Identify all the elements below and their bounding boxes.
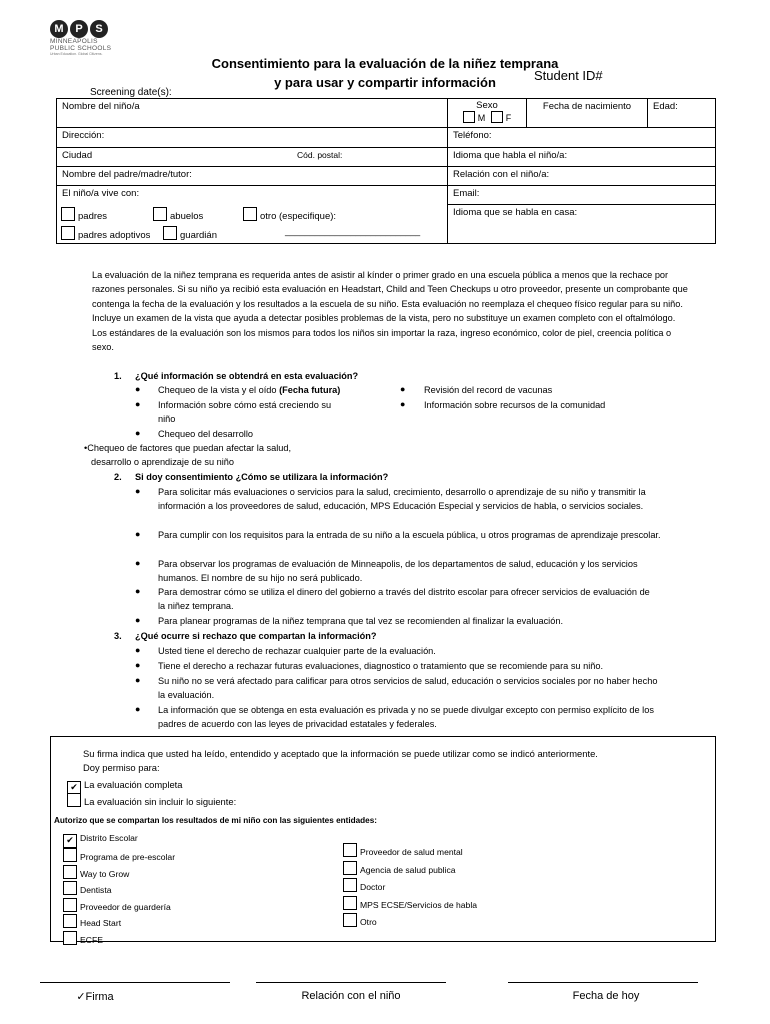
consent-box [50, 736, 716, 945]
parent-name-field[interactable] [57, 167, 448, 186]
adoptive-parents-checkbox[interactable] [61, 226, 75, 240]
entity-label: Agencia de salud publica [360, 864, 456, 875]
email-label: Email: [453, 188, 480, 199]
parents-label: padres [78, 210, 108, 222]
sex-field [448, 99, 527, 128]
date-label: Fecha de hoy [572, 990, 640, 1002]
right-entities-list [343, 843, 477, 931]
adoptive-parents-label: padres adoptivos [78, 229, 151, 241]
lives-with-field [57, 186, 448, 205]
home-language-field[interactable] [448, 205, 716, 244]
entity-label: Way to Grow [80, 868, 130, 879]
sex-m-checkbox[interactable] [463, 111, 475, 123]
entity-checkbox-daycare[interactable] [63, 898, 77, 912]
q1-item-factors: •Chequeo de factores que puedan afectar la salud, [84, 443, 292, 453]
logo-letter-p: P [70, 20, 88, 38]
relation-signature-label: Relación con el niño [301, 990, 401, 1002]
relation-field[interactable] [448, 167, 716, 186]
q3-item-1: Usted tiene el derecho de rechazar cualquier parte de la evaluación. [158, 646, 436, 656]
address-label: Dirección: [62, 130, 105, 141]
entity-checkbox-public-health[interactable] [343, 861, 357, 875]
entity-checkbox-school-district[interactable] [63, 834, 77, 848]
q2-item-5: Para planear programas de la niñez temprana que tal vez se recomienden al finalizar la evaluación. [158, 616, 563, 626]
page-title-line-1: Consentimiento para la evaluación de la niñez temprana [211, 56, 559, 71]
other-checkbox[interactable] [243, 207, 257, 221]
entity-label: Proveedor de guardería [80, 901, 171, 912]
grandparents-label: abuelos [170, 210, 204, 222]
entity-label: Proveedor de salud mental [360, 847, 463, 857]
entity-label: Distrito Escolar [80, 833, 138, 843]
consent-intro: Su firma indica que usted ha leído, entendido y aceptado que la información se puede utilizar como se indicó anteriormente. [83, 748, 598, 759]
home-language-label: Idioma que se habla en casa: [453, 207, 578, 218]
q1-item-vaccines: Revisión del record de vacunas [424, 385, 553, 395]
bullet: ● [135, 675, 141, 685]
guardian-label: guardián [180, 229, 217, 241]
entity-checkbox-ecfe[interactable] [63, 931, 77, 945]
parent-name-label: Nombre del padre/madre/tutor: [62, 169, 192, 180]
relation-line[interactable] [256, 982, 446, 983]
q2-title: Si doy consentimiento ¿Cómo se utilizara la información? [135, 472, 389, 482]
mps-logo [50, 20, 114, 56]
bullet: ● [135, 399, 141, 409]
entity-checkbox-other[interactable] [343, 913, 357, 927]
child-name-label: Nombre del niño/a [62, 101, 140, 112]
partial-evaluation-checkbox[interactable] [67, 793, 81, 807]
entity-label: Dentista [80, 885, 112, 895]
bullet: ● [135, 384, 141, 394]
bullet: ● [135, 615, 141, 625]
entity-label: Programa de pre-escolar [80, 852, 176, 862]
sex-label: Sexo [476, 100, 498, 111]
date-line[interactable] [508, 982, 698, 983]
logo-letter-m: M [50, 20, 68, 38]
left-entities-list [63, 831, 175, 947]
q1-item-vision-hearing: Chequeo de la vista y el oído (Fecha futura) [158, 385, 341, 395]
q1-item-development: Chequeo del desarrollo [158, 429, 254, 439]
intro-paragraph: La evaluación de la niñez temprana es requerida antes de asistir al kínder o primer grado en una escuela pública a menos que la rechace por razones personales. Si su niño ya recibió esta evaluación en Headstart, Child and Teen Checkups u otro proveedor, presente un comprobante que contenga la fecha de la evaluación y los resultados a la escuela de su niño. Esta evaluación no reemplaza el chequeo físico regular para su niño. Incluye un examen de la vista que ayuda a detectar posibles problemas de la vista, pero no substituye un examen completo con el oftalmólogo. Los estándares de la evaluación son los mismos para todos los niños sin importar la raza, ingreso económico, color de piel, creencia política o sexo. [92, 270, 688, 353]
q3-item-3: Su niño no se verá afectado para calificar para otros servicios de salud, educación o servicios sociales por no haber hecho la evaluación. [158, 676, 658, 701]
bullet: ● [135, 645, 141, 655]
q1-title: ¿Qué información se obtendrá en esta evaluación? [135, 371, 359, 381]
bullet: ● [135, 586, 141, 596]
q2-item-4: Para demostrar cómo se utiliza el dinero del gobierno a través del distrito escolar para ofrecer servicios de evaluación de la niñez temprana. [158, 587, 650, 612]
logo-line-2: PUBLIC SCHOOLS [50, 45, 112, 52]
q2-item-3: Para observar los programas de evaluación de Minneapolis, de los departamentos de salud, educación y los servicios humanos. El nombre de su hijo no será publicado. [158, 559, 638, 584]
q1-item-factors-cont: desarrollo o aprendizaje de su niño [91, 457, 235, 467]
q1-item-growth-cont: niño [158, 414, 176, 424]
q1-number: 1. [114, 371, 122, 381]
other-label: otro (especifique): [260, 210, 337, 222]
city-label: Ciudad [62, 150, 93, 161]
q3-item-4: La información que se obtenga en esta evaluación es privada y no se puede divulgar excepto con permiso explícito de los padres de acuerdo con las leyes de privacidad estatales y federales. [158, 705, 654, 730]
entity-checkbox-mps-ecse[interactable] [343, 896, 357, 910]
entity-label: ECFE [80, 934, 103, 945]
entity-checkbox-preschool[interactable] [63, 848, 77, 862]
bullet: ● [400, 384, 406, 394]
authorize-label: Autorizo que se compartan los resultados de mi niño con las siguientes entidades: [54, 816, 378, 825]
q3-item-2: Tiene el derecho a rechazar futuras evaluaciones, diagnostico o tratamiento que se recomiende para su niño. [158, 661, 604, 671]
entity-checkbox-dentist[interactable] [63, 881, 77, 895]
guardian-checkbox[interactable] [163, 226, 177, 240]
student-id-label: Student ID# [534, 68, 603, 83]
age-label: Edad: [653, 101, 678, 112]
dob-label: Fecha de nacimiento [542, 101, 632, 112]
age-field[interactable] [648, 99, 716, 128]
complete-evaluation-label: La evaluación completa [84, 779, 183, 790]
parents-checkbox[interactable] [61, 207, 75, 221]
q2-item-2: Para cumplir con los requisitos para la entrada de su niño a la escuela pública, u otros programas de aprendizaje prescolar. [158, 530, 661, 540]
sex-f-label: F [505, 113, 512, 123]
phone-label: Teléfono: [453, 130, 492, 141]
bullet: ● [135, 428, 141, 438]
q2-item-1: Para solicitar más evaluaciones o servicios para la salud, crecimiento, desarrollo o aprendizaje de su niño y transmitir la información a los proveedores de salud, educación, MPS Educación Especial y servicios de habla, o servicios sociales. [158, 487, 646, 512]
entity-checkbox-way-to-grow[interactable] [63, 865, 77, 879]
child-name-field[interactable] [57, 99, 448, 128]
lives-with-label: El niño/a vive con: [62, 188, 140, 199]
screening-dates-label: Screening date(s): [90, 87, 172, 98]
entity-label: Doctor [360, 882, 386, 892]
zip-label: Cód. postal: [297, 150, 343, 160]
signature-line[interactable] [40, 982, 230, 983]
grandparents-checkbox[interactable] [153, 207, 167, 221]
phone-field[interactable] [448, 128, 716, 148]
logo-line-3: Urban Education. Global Citizens. [50, 52, 103, 56]
q1-item-resources: Información sobre recursos de la comunidad [424, 400, 606, 410]
q1-item-growth: Información sobre cómo está creciendo su [158, 400, 332, 410]
bullet: ● [135, 558, 141, 568]
entity-label: Otro [360, 917, 377, 927]
sex-f-checkbox[interactable] [491, 111, 503, 123]
bullet: ● [135, 486, 141, 496]
child-language-field[interactable] [448, 148, 716, 167]
child-info-table [56, 98, 716, 244]
q2-number: 2. [114, 472, 122, 482]
other-specify-line[interactable]: ___________________________ [285, 225, 421, 236]
sex-m-label: M [477, 113, 486, 123]
bullet: ● [135, 704, 141, 714]
q3-title: ¿Qué ocurre si rechazo que compartan la información? [135, 631, 377, 641]
email-field[interactable] [448, 186, 716, 205]
page-title-line-2: y para usar y compartir información [274, 75, 496, 90]
entity-label: MPS ECSE/Servicios de habla [360, 899, 478, 910]
entity-label: Head Start [80, 918, 122, 928]
logo-line-1: MINNEAPOLIS [50, 38, 98, 45]
partial-evaluation-label: La evaluación sin incluir lo siguiente: [84, 796, 237, 807]
bullet: ● [135, 660, 141, 670]
logo-letter-s: S [90, 20, 108, 38]
city-field[interactable] [57, 148, 448, 167]
entity-checkbox-mental-health[interactable] [343, 843, 357, 857]
dob-field[interactable] [527, 99, 648, 128]
relation-label: Relación con el niño/a: [453, 169, 550, 180]
child-language-label: Idioma que habla el niño/a: [453, 150, 568, 161]
lives-with-options [57, 205, 448, 244]
consent-permission: Doy permiso para: [83, 762, 160, 773]
signature-label: ✓Firma [76, 991, 114, 1003]
q3-number: 3. [114, 631, 122, 641]
address-field[interactable] [57, 128, 448, 148]
entity-checkbox-doctor[interactable] [343, 878, 357, 892]
entity-checkbox-head-start[interactable] [63, 914, 77, 928]
bullet: ● [400, 399, 406, 409]
bullet: ● [135, 529, 141, 539]
